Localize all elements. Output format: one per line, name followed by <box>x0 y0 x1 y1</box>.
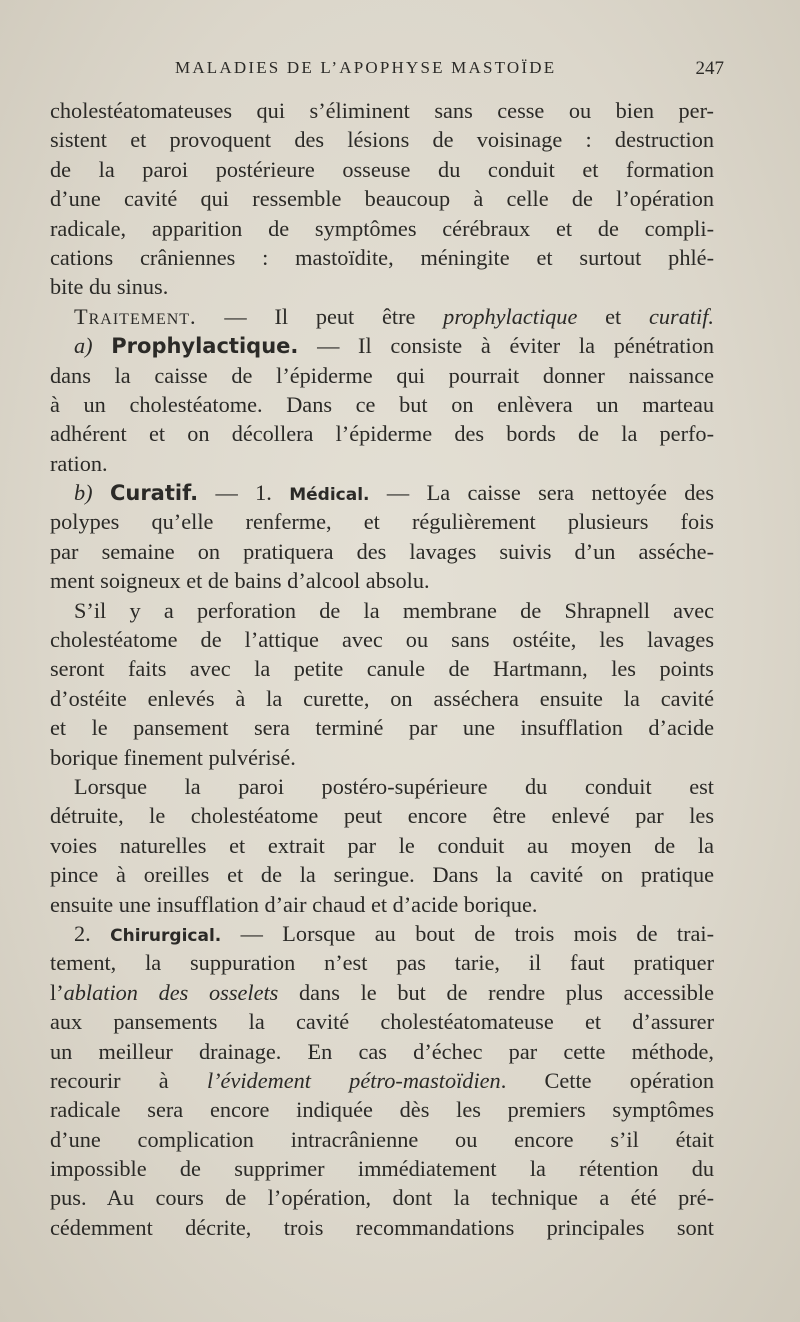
text-line: S’il y a perforation de la membrane de Shrapnell avec <box>74 597 714 623</box>
text-line: impossible de supprimer immédiatement la rétention du <box>50 1156 714 1182</box>
text-line: ment soigneux et de bains d’alcool absolu. <box>50 568 430 594</box>
text-line: Lorsque la paroi postéro-supérieure du conduit est <box>74 773 714 799</box>
text-line: pus. Au cours de l’opération, dont la technique a été pré- <box>50 1185 714 1211</box>
treatment-heading-line: Traitement. — Il peut être prophylactique et curatif. <box>74 303 714 329</box>
text-line: pince à oreilles et de la seringue. Dans la cavité on pratique <box>50 862 714 888</box>
text-line: cholestéatome de l’attique avec ou sans ostéite, les lavages <box>50 627 714 653</box>
text-line: par semaine on pratiquera des lavages suivis d’un asséche- <box>50 538 714 564</box>
curative-label: Curatif. <box>109 481 199 506</box>
text-line: ration. <box>50 450 108 476</box>
text-line: recourir à l’évidement pétro-mastoïdien. Cette opération <box>50 1067 714 1093</box>
text-line: bite du sinus. <box>50 274 169 300</box>
surgical-label: Chirurgical. <box>110 925 222 946</box>
text-line: l’ablation des osselets dans le but de rendre plus accessible <box>50 979 714 1005</box>
page-body-text <box>50 96 714 1242</box>
page-header <box>50 58 724 86</box>
text-line: d’ostéite enlevés à la curette, on asséchera ensuite la cavité <box>50 685 714 711</box>
text-line: cédemment décrite, trois recommandations principales sont <box>50 1214 714 1240</box>
prophylactic-label: Prophylactique. <box>111 334 299 359</box>
text-line: adhérent et on décollera l’épiderme des bords de la perfo- <box>50 421 714 447</box>
text-line: dans la caisse de l’épiderme qui pourrait donner naissance <box>50 362 714 388</box>
running-head: MALADIES DE L’APOPHYSE MASTOÏDE <box>175 58 557 77</box>
text-line: seront faits avec la petite canule de Hartmann, les points <box>50 656 714 682</box>
text-line: cations crâniennes : mastoïdite, méningite et surtout phlé- <box>50 244 714 270</box>
text-line: radicale sera encore indiquée dès les premiers symptômes <box>50 1097 714 1123</box>
text-line: sistent et provoquent des lésions de voisinage : destruction <box>50 127 714 153</box>
text-line: détruite, le cholestéatome peut encore être enlevé par les <box>50 803 714 829</box>
curative-heading-line: b) Curatif. — 1. Médical. — La caisse sera nettoyée des <box>74 480 715 506</box>
text-line: borique finement pulvérisé. <box>50 744 296 770</box>
text-line: de la paroi postérieure osseuse du conduit et formation <box>50 156 714 182</box>
text-line: radicale, apparition de symptômes cérébraux et de compli- <box>50 215 714 241</box>
text-line: tement, la suppuration n’est pas tarie, il faut pratiquer <box>50 950 714 976</box>
text-line: aux pansements la cavité cholestéatomateuse et d’assurer <box>50 1009 714 1035</box>
text-line: et le pansement sera terminé par une insufflation d’acide <box>50 715 714 741</box>
surgical-heading-line: 2. Chirurgical. — Lorsque au bout de trois mois de trai- <box>74 920 715 946</box>
text-line: un meilleur drainage. En cas d’échec par cette méthode, <box>50 1038 714 1064</box>
prophylactic-heading-line: a) Prophylactique. — Il consiste à éviter la pénétration <box>74 333 714 359</box>
text-line: d’une complication intracrânienne ou encore s’il était <box>50 1126 714 1152</box>
text-line: polypes qu’elle renferme, et régulièrement plusieurs fois <box>50 509 714 535</box>
page-number: 247 <box>695 58 724 79</box>
text-line: d’une cavité qui ressemble beaucoup à celle de l’opération <box>50 186 714 212</box>
text-line: voies naturelles et extrait par le conduit au moyen de la <box>50 832 714 858</box>
text-line: à un cholestéatome. Dans ce but on enlèvera un marteau <box>50 391 714 417</box>
treatment-label: Traitement. <box>74 303 197 329</box>
medical-label: Médical. <box>289 485 370 506</box>
text-line: cholestéatomateuses qui s’éliminent sans cesse ou bien per- <box>50 98 714 123</box>
text-line: ensuite une insufflation d’air chaud et d’acide borique. <box>50 891 538 917</box>
